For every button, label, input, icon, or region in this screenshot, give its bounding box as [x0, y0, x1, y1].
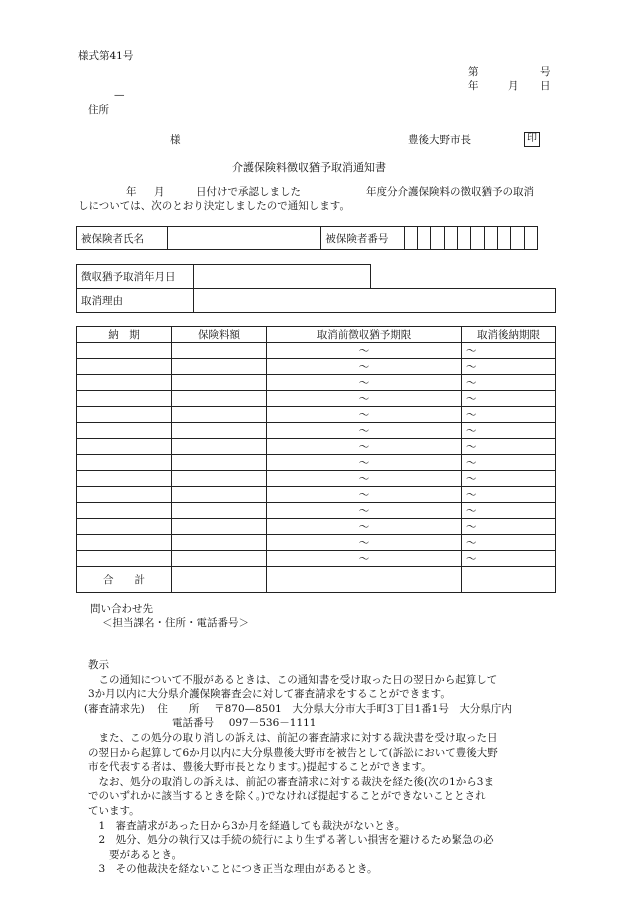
tilde-mark: ～ — [466, 457, 477, 469]
due-date-cell[interactable] — [77, 391, 172, 407]
before-deadline-cell[interactable] — [267, 487, 462, 503]
tilde-mark: ～ — [466, 377, 477, 389]
after-deadline-cell[interactable] — [462, 423, 556, 439]
before-deadline-cell[interactable] — [267, 535, 462, 551]
before-deadline-cell[interactable] — [267, 359, 462, 375]
tilde-mark: ～ — [466, 393, 477, 405]
table-row — [77, 551, 556, 567]
after-deadline-cell[interactable] — [462, 343, 556, 359]
tilde-mark: ～ — [358, 553, 370, 565]
table-body — [77, 343, 556, 567]
intro-line2: しについては、次のとおり決定しましたので通知します。 — [78, 200, 350, 212]
notice-text: の翌日から起算して6か月以内に大分県豊後大野市を被告として(訴訟において豊後大野 — [88, 746, 498, 759]
due-date-cell[interactable] — [77, 375, 172, 391]
after-deadline-cell[interactable] — [462, 503, 556, 519]
premium-cell[interactable] — [172, 551, 267, 567]
intro-approved: 日付けで承認しました — [196, 186, 301, 198]
due-date-cell[interactable] — [77, 439, 172, 455]
tilde-mark: ～ — [358, 409, 370, 421]
due-date-cell[interactable] — [77, 503, 172, 519]
tilde-mark: ～ — [358, 505, 370, 517]
seal-mark: 印 — [524, 132, 540, 147]
date-day: 日 — [540, 80, 551, 92]
notice-heading: 教示 — [88, 659, 109, 671]
insured-name-label: 被保険者氏名 — [77, 227, 168, 250]
column-header: 保険料額 — [172, 327, 267, 343]
request-address-label: 住 所 — [157, 703, 200, 715]
addressee-suffix: 様 — [170, 134, 181, 146]
tilde-mark: ～ — [358, 441, 370, 453]
before-deadline-cell[interactable] — [267, 439, 462, 455]
premium-cell[interactable] — [172, 375, 267, 391]
notice-text: この通知について不服があるときは、この通知書を受け取った日の翌日から起算して — [88, 673, 498, 686]
cancel-table — [76, 264, 556, 313]
tel-label: 電話番号 — [172, 717, 214, 729]
tilde-mark: ～ — [466, 537, 477, 549]
due-date-cell[interactable] — [77, 535, 172, 551]
notice-number-prefix: 第 — [468, 66, 479, 78]
request-label: (審査請求先) — [84, 703, 145, 715]
total-empty-cell — [462, 567, 556, 593]
insured-number-digit[interactable] — [404, 227, 417, 250]
tilde-mark: ～ — [358, 489, 370, 501]
insured-number-digit[interactable] — [431, 227, 444, 250]
contact-value: ＜担当課名・住所・電話番号＞ — [102, 617, 249, 629]
table-row — [77, 487, 556, 503]
tilde-mark: ～ — [466, 361, 477, 373]
premium-cell[interactable] — [172, 439, 267, 455]
postal-dash: — — [114, 89, 125, 101]
tilde-mark: ～ — [358, 361, 370, 373]
due-date-cell[interactable] — [77, 407, 172, 423]
notice-number-suffix: 号 — [540, 66, 551, 78]
premium-cell[interactable] — [172, 343, 267, 359]
tilde-mark: ～ — [358, 473, 370, 485]
table-row — [77, 535, 556, 551]
after-deadline-cell[interactable] — [462, 471, 556, 487]
after-deadline-cell[interactable] — [462, 535, 556, 551]
insured-number-digit[interactable] — [444, 227, 457, 250]
insured-number-digit[interactable] — [511, 227, 524, 250]
insured-number-digit[interactable] — [497, 227, 510, 250]
due-date-cell[interactable] — [77, 519, 172, 535]
insured-number-digit[interactable] — [457, 227, 470, 250]
intro-fiscal: 年度分介護保険料の徴収猶予の取消 — [366, 186, 534, 198]
insured-number-digit[interactable] — [471, 227, 484, 250]
premium-cell[interactable] — [172, 535, 267, 551]
table-row — [77, 455, 556, 471]
notice-text: でのいずれかに該当するときを除く。)でなければ提起することができないこととされ — [88, 790, 486, 803]
after-deadline-cell[interactable] — [462, 519, 556, 535]
premium-cell[interactable] — [172, 519, 267, 535]
notice-text: なお、処分の取消しの訴えは、前記の審査請求に対する裁決を経た後(次の1から3ま — [88, 775, 494, 788]
table-row — [77, 519, 556, 535]
after-deadline-cell[interactable] — [462, 375, 556, 391]
notice-item: 3 その他裁決を経ないことにつき正当な理由があるとき。 — [88, 863, 378, 876]
due-date-cell[interactable] — [77, 471, 172, 487]
table-row — [77, 471, 556, 487]
column-header: 納 期 — [77, 327, 172, 343]
before-deadline-cell[interactable] — [267, 375, 462, 391]
date-year: 年 — [468, 80, 479, 92]
premium-cell[interactable] — [172, 391, 267, 407]
premium-cell[interactable] — [172, 359, 267, 375]
form-number: 様式第41号 — [78, 50, 134, 62]
tilde-mark: ～ — [358, 345, 370, 357]
table-row — [77, 391, 556, 407]
due-date-cell[interactable] — [77, 343, 172, 359]
due-date-cell[interactable] — [77, 359, 172, 375]
intro-month: 月 — [154, 186, 165, 198]
notice-item: 1 審査請求があった日から3か月を経過しても裁決がないとき。 — [88, 819, 406, 832]
request-line — [84, 702, 512, 717]
table-row — [77, 423, 556, 439]
premium-cell[interactable] — [172, 503, 267, 519]
total-empty-cell — [267, 567, 462, 593]
tilde-mark: ～ — [466, 473, 477, 485]
before-deadline-cell[interactable] — [267, 519, 462, 535]
premium-cell[interactable] — [172, 407, 267, 423]
table-row — [77, 503, 556, 519]
tilde-mark: ～ — [358, 393, 370, 405]
issuer: 豊後大野市長 — [408, 134, 471, 146]
column-header: 取消後納期限 — [462, 327, 556, 343]
address-label: 住所 — [88, 104, 109, 116]
insured-name-field[interactable] — [168, 227, 321, 250]
after-deadline-cell[interactable] — [462, 455, 556, 471]
tilde-mark: ～ — [466, 425, 477, 437]
before-deadline-cell[interactable] — [267, 455, 462, 471]
notice-text: 市を代表する者は、豊後大野市長となります。)提起することができます。 — [88, 761, 432, 774]
contact-label: 問い合わせ先 — [90, 603, 153, 615]
date-month: 月 — [508, 80, 519, 92]
tilde-mark: ～ — [466, 489, 477, 501]
total-label: 合 計 — [77, 567, 172, 593]
cancel-reason-field[interactable] — [194, 289, 556, 313]
before-deadline-cell[interactable] — [267, 407, 462, 423]
insured-number-digit[interactable] — [484, 227, 497, 250]
notice-item: 2 処分、処分の執行又は手続の続行により生ずる著しい損害を避けるため緊急の必 — [88, 834, 494, 847]
notice-text: ています。 — [88, 804, 140, 817]
insured-number-digit[interactable] — [417, 227, 430, 250]
due-date-cell[interactable] — [77, 551, 172, 567]
before-deadline-cell[interactable] — [267, 551, 462, 567]
tilde-mark: ～ — [466, 409, 477, 421]
before-deadline-cell[interactable] — [267, 391, 462, 407]
table-row — [77, 343, 556, 359]
cancel-date-field[interactable] — [194, 265, 371, 289]
after-deadline-cell[interactable] — [462, 359, 556, 375]
before-deadline-cell[interactable] — [267, 423, 462, 439]
notice-item: 要があるとき。 — [88, 848, 183, 861]
premium-cell[interactable] — [172, 455, 267, 471]
tilde-mark: ～ — [466, 553, 477, 565]
tilde-mark: ～ — [358, 521, 370, 533]
premium-cell[interactable] — [172, 487, 267, 503]
request-address: 〒870—8501 大分県大分市大手町3丁目1番1号 大分県庁内 — [214, 703, 512, 715]
insured-table — [76, 226, 538, 250]
premium-cell[interactable] — [172, 471, 267, 487]
before-deadline-cell[interactable] — [267, 343, 462, 359]
before-deadline-cell[interactable] — [267, 471, 462, 487]
tilde-mark: ～ — [358, 457, 370, 469]
premium-cell[interactable] — [172, 423, 267, 439]
before-deadline-cell[interactable] — [267, 503, 462, 519]
after-deadline-cell[interactable] — [462, 487, 556, 503]
tilde-mark: ～ — [466, 505, 477, 517]
due-date-cell[interactable] — [77, 487, 172, 503]
column-header: 取消前徴収猶予期限 — [267, 327, 462, 343]
tilde-mark: ～ — [358, 425, 370, 437]
tilde-mark: ～ — [358, 537, 370, 549]
due-date-cell[interactable] — [77, 423, 172, 439]
cancel-reason-label: 取消理由 — [77, 289, 194, 313]
installment-table — [76, 326, 556, 593]
tilde-mark: ～ — [358, 377, 370, 389]
tilde-mark: ～ — [466, 521, 477, 533]
tilde-mark: ～ — [466, 441, 477, 453]
total-amount-cell[interactable] — [172, 567, 267, 593]
notice-text: 3か月以内に大分県介護保険審査会に対して審査請求をすることができます。 — [88, 688, 451, 700]
insured-number-label: 被保険者番号 — [321, 227, 404, 250]
intro-year: 年 — [126, 186, 137, 198]
notice-text: また、この処分の取り消しの訴えは、前記の審査請求に対する裁決書を受け取った日 — [88, 732, 498, 744]
tilde-mark: ～ — [466, 345, 477, 357]
after-deadline-cell[interactable] — [462, 391, 556, 407]
table-row — [77, 439, 556, 455]
tel-number: 097－536－1111 — [228, 717, 317, 729]
page-title: 介護保険料徴収猶予取消通知書 — [232, 161, 386, 174]
after-deadline-cell[interactable] — [462, 551, 556, 567]
insured-number-digit[interactable] — [524, 227, 537, 250]
after-deadline-cell[interactable] — [462, 439, 556, 455]
tel-line — [172, 716, 317, 731]
cancel-date-label: 徴収猶予取消年月日 — [77, 265, 194, 289]
after-deadline-cell[interactable] — [462, 407, 556, 423]
table-row — [77, 407, 556, 423]
notice-block — [88, 658, 497, 687]
table-row — [77, 375, 556, 391]
table-row — [77, 359, 556, 375]
due-date-cell[interactable] — [77, 455, 172, 471]
